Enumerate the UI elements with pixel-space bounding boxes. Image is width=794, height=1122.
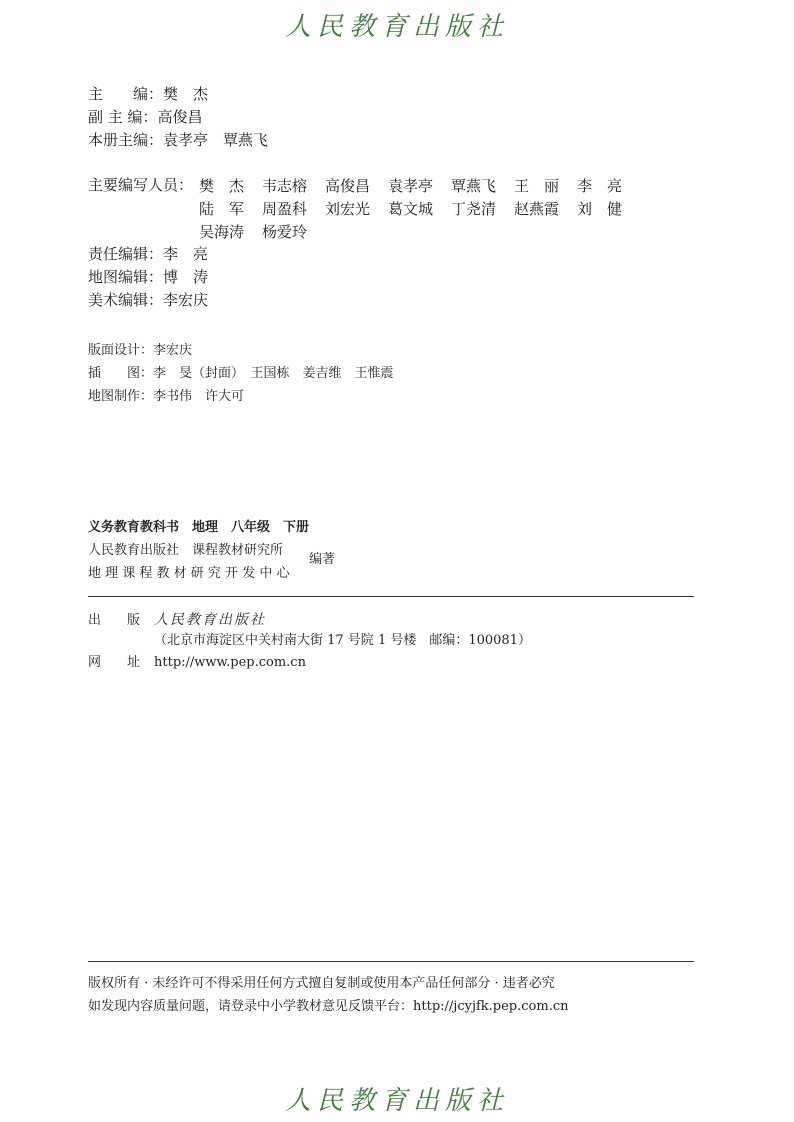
publisher-name-logo: 人民教育出版社 (154, 612, 266, 628)
illustration-names: 李 旻（封面） 王国栋 姜吉维 王惟震 (153, 366, 394, 381)
art-editor-name: 李宏庆 (163, 291, 209, 309)
writer-name: 王 丽 (514, 177, 560, 195)
illustration-label: 插 图： (88, 366, 154, 381)
publisher-row (88, 611, 266, 630)
map-editor-label: 地图编辑： (88, 268, 164, 286)
writer-name: 吴海涛 (199, 223, 245, 241)
volume-editor-row (88, 130, 268, 150)
feedback-notice: 如发现内容质量问题，请登录中小学教材意见反馈平台：http://jcyjfk.pep.com.cn (88, 999, 569, 1014)
writers-list (199, 175, 640, 244)
layout-design-row (88, 342, 192, 360)
writer-name: 高俊昌 (325, 177, 371, 195)
layout-design-label: 版面设计： (88, 343, 154, 358)
publisher-logo-top: 人民教育出版社 (284, 12, 509, 42)
writer-name: 刘 健 (577, 200, 623, 218)
writer-name: 葛文城 (388, 200, 434, 218)
writer-name: 丁尧清 (451, 200, 497, 218)
layout-design-name: 李宏庆 (153, 343, 193, 358)
website-row (88, 654, 306, 672)
writer-name: 周盈科 (262, 200, 308, 218)
deputy-editor-name: 高俊昌 (157, 108, 203, 126)
map-making-row (88, 388, 244, 406)
chief-editor-row (88, 84, 208, 104)
volume-editor-names: 袁孝亭 覃燕飞 (163, 131, 269, 149)
writer-name: 陆 军 (199, 200, 245, 218)
compiler-org-2: 地 理 课 程 教 材 研 究 开 发 中 心 (88, 566, 290, 581)
compiler-org-1: 人民教育出版社 课程教材研究所 (88, 543, 284, 558)
responsible-editor-row (88, 244, 208, 264)
compiled-by-label: 编著 (309, 552, 336, 567)
writers-label: 主要编写人员： (88, 176, 194, 194)
writer-name: 杨爱玲 (262, 223, 308, 241)
chief-editor-name: 樊 杰 (163, 85, 209, 103)
publisher-logo-bottom: 人民教育出版社 (284, 1086, 509, 1116)
responsible-editor-name: 李 亮 (163, 245, 209, 263)
deputy-editor-row (88, 107, 203, 127)
volume-editor-label: 本册主编： (88, 131, 164, 149)
art-editor-label: 美术编辑： (88, 291, 164, 309)
copyright-notice: 版权所有 · 未经许可不得采用任何方式擅自复制或使用本产品任何部分 · 违者必究 (88, 976, 555, 991)
publisher-address: （北京市海淀区中关村南大街 17 号院 1 号楼 邮编：100081） (154, 633, 531, 648)
writer-name: 覃燕飞 (451, 177, 497, 195)
writer-name: 袁孝亭 (388, 177, 434, 195)
writers-line-1 (199, 175, 640, 198)
publisher-label: 出 版 (88, 613, 141, 628)
map-making-label: 地图制作： (88, 389, 154, 404)
writer-name: 韦志榕 (262, 177, 308, 195)
deputy-editor-label: 副 主 编： (88, 108, 158, 126)
writers-label-row (88, 175, 193, 195)
map-editor-row (88, 267, 208, 287)
chief-editor-label: 主 编： (88, 85, 164, 103)
divider-bottom (88, 961, 694, 962)
responsible-editor-label: 责任编辑： (88, 245, 164, 263)
website-label: 网 址 (88, 655, 141, 670)
writers-line-3 (199, 221, 640, 244)
writer-name: 樊 杰 (199, 177, 245, 195)
writer-name: 李 亮 (577, 177, 623, 195)
map-making-names: 李书伟 许大可 (153, 389, 245, 404)
writer-name: 刘宏光 (325, 200, 371, 218)
writer-name: 赵燕霞 (514, 200, 560, 218)
art-editor-row (88, 290, 208, 310)
website-url: http://www.pep.com.cn (154, 655, 306, 670)
illustration-row (88, 365, 394, 383)
book-title: 义务教育教科书 地理 八年级 下册 (88, 520, 310, 535)
map-editor-name: 博 涛 (163, 268, 209, 286)
writers-line-2 (199, 198, 640, 221)
divider-top (88, 596, 694, 597)
